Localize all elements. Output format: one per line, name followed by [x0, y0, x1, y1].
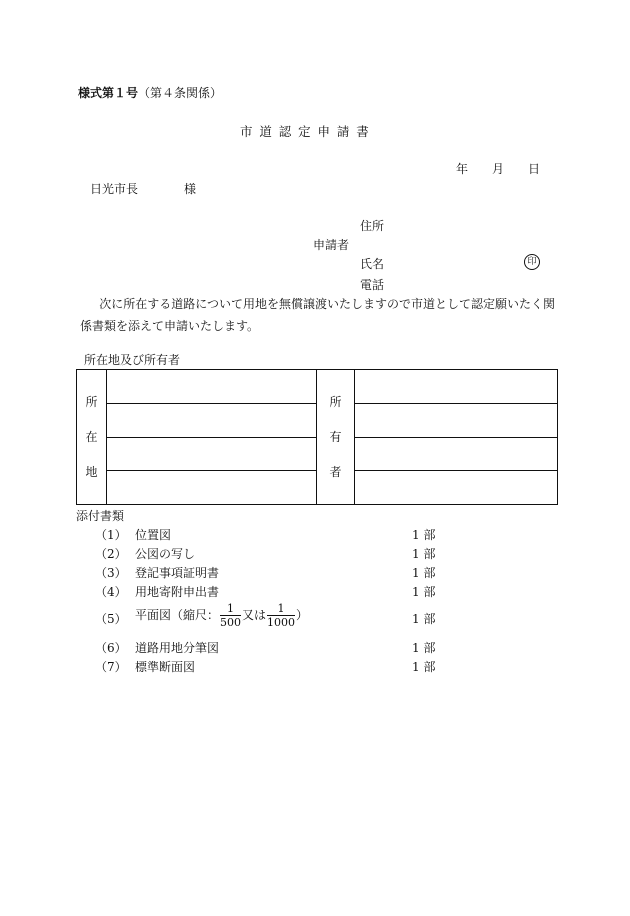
attachment-name-with-scale	[135, 602, 308, 629]
date-month-label: 月	[492, 162, 505, 176]
attachment-item	[0, 658, 630, 676]
attachment-quantity: 1 部	[412, 528, 436, 542]
attachment-number: （3）	[95, 566, 127, 580]
request-statement-text: 次に所在する道路について用地を無償譲渡いたしますので市道として認定願いたく関係書類を添えて申請いたします。	[80, 297, 555, 333]
request-statement	[80, 293, 560, 337]
addressee: 日光市長	[90, 182, 139, 196]
attachment-number: （2）	[95, 547, 127, 561]
owner-entry-cell[interactable]	[355, 403, 558, 437]
owner-label-char: 有	[329, 429, 342, 444]
scale-close-paren: ）	[296, 608, 309, 622]
attachment-item	[0, 564, 630, 582]
location-label-char: 所	[85, 394, 98, 409]
location-section-title: 所在地及び所有者	[84, 353, 181, 367]
attachment-item	[0, 526, 630, 544]
attachment-quantity: 1 部	[412, 585, 436, 599]
attachment-number: （4）	[95, 585, 127, 599]
location-entry-cell[interactable]	[107, 471, 317, 505]
attachment-name: 登記事項証明書	[135, 566, 220, 580]
location-entry-cell[interactable]	[107, 403, 317, 437]
attachment-number: （7）	[95, 660, 127, 674]
attachment-quantity: 1 部	[412, 612, 436, 626]
addressee-suffix: 様	[184, 182, 197, 196]
attachment-number: （1）	[95, 528, 127, 542]
attachment-name: 道路用地分筆図	[135, 641, 220, 655]
attachment-name: 位置図	[135, 528, 172, 542]
scale-fraction-500	[220, 602, 241, 629]
attachment-name: 用地寄附申出書	[135, 585, 220, 599]
form-article-ref: （第４条関係）	[138, 86, 223, 100]
owner-label-cell	[317, 370, 355, 505]
form-number-label: 様式第１号	[78, 86, 139, 100]
applicant-name-label: 氏名	[360, 257, 385, 271]
location-entry-cell[interactable]	[107, 370, 317, 404]
document-title: 市道認定申請書	[240, 124, 376, 139]
scale-connector: 又は	[242, 608, 267, 622]
attachments-title: 添付書類	[76, 509, 125, 523]
owner-label-char: 者	[329, 464, 342, 479]
owner-label-char: 所	[329, 394, 342, 409]
attachment-number: （6）	[95, 641, 127, 655]
attachment-quantity: 1 部	[412, 566, 436, 580]
owner-entry-cell[interactable]	[355, 437, 558, 471]
applicant-label: 申請者	[313, 238, 350, 252]
attachment-item	[0, 639, 630, 657]
fraction-numerator: 1	[267, 602, 295, 616]
fraction-denominator: 1000	[267, 616, 296, 629]
owner-entry-cell[interactable]	[355, 471, 558, 505]
date-year-label: 年	[456, 162, 469, 176]
attachment-item	[0, 583, 630, 601]
applicant-address-label: 住所	[360, 219, 385, 233]
scale-fraction-1000	[267, 602, 295, 629]
location-label-cell	[77, 370, 107, 505]
seal-icon: 印	[524, 254, 540, 270]
attachment-item	[0, 545, 630, 563]
location-label-char: 地	[85, 464, 98, 479]
attachment-name: 標準断面図	[135, 660, 196, 674]
attachment-name: 公図の写し	[135, 547, 196, 561]
fraction-denominator: 500	[220, 616, 242, 629]
date-day-label: 日	[528, 162, 541, 176]
attachment-name: 平面図（縮尺：	[135, 608, 220, 622]
seal-mark	[524, 253, 540, 270]
applicant-phone-label: 電話	[360, 278, 385, 292]
attachment-quantity: 1 部	[412, 660, 436, 674]
attachment-quantity: 1 部	[412, 641, 436, 655]
location-label-char: 在	[85, 429, 98, 444]
location-owner-table	[76, 369, 558, 505]
fraction-numerator: 1	[220, 602, 241, 616]
location-entry-cell[interactable]	[107, 437, 317, 471]
attachment-item	[0, 602, 630, 636]
attachment-number: （5）	[95, 612, 127, 626]
form-number	[78, 84, 222, 101]
owner-entry-cell[interactable]	[355, 370, 558, 404]
attachment-quantity: 1 部	[412, 547, 436, 561]
